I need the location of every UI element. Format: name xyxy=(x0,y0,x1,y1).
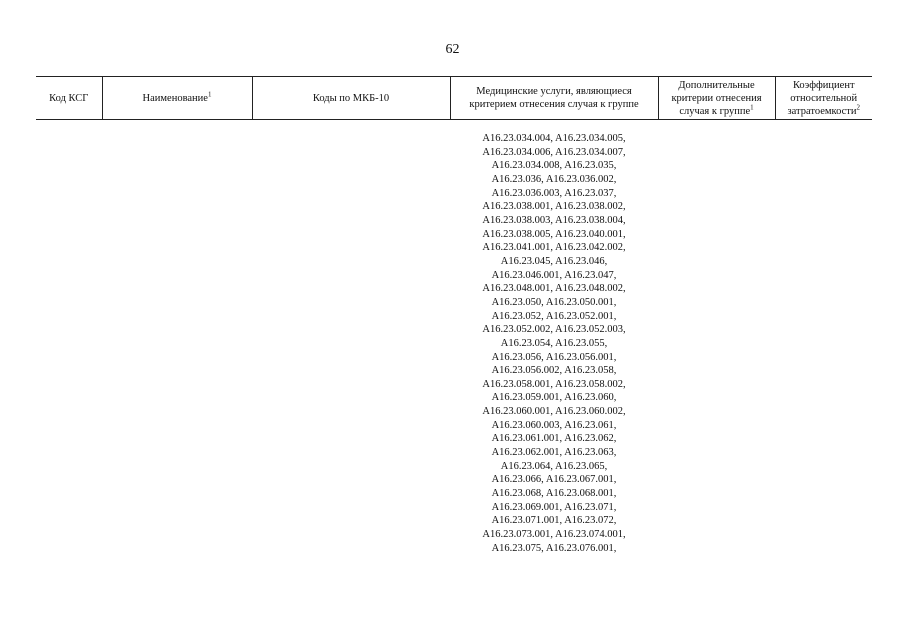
service-code-line: A16.23.045, A16.23.046, xyxy=(500,255,608,267)
service-code-line: A16.23.054, A16.23.055, xyxy=(500,337,608,349)
service-code-line: A16.23.071.001, A16.23.072, xyxy=(491,515,617,527)
service-code-line: A16.23.038.001, A16.23.038.002, xyxy=(482,201,626,213)
service-code-line: A16.23.048.001, A16.23.048.002, xyxy=(482,283,626,295)
header-medical-services: Медицинские услуги, являющиеся критерием отнесения случая к группе xyxy=(450,77,658,120)
service-code-line: A16.23.050, A16.23.050.001, xyxy=(491,296,617,308)
service-code-line: A16.23.068, A16.23.068.001, xyxy=(491,488,617,500)
services-code-list xyxy=(452,132,656,555)
service-code-line: A16.23.061.001, A16.23.062, xyxy=(491,433,617,445)
service-code-line: A16.23.069.001, A16.23.071, xyxy=(491,501,617,513)
cell-medical-services xyxy=(450,120,658,556)
cell-name xyxy=(102,120,252,556)
service-code-line: A16.23.052.002, A16.23.052.003, xyxy=(482,324,626,336)
header-name: Наименование$^1$ xyxy=(102,77,252,120)
service-code-line: A16.23.041.001, A16.23.042.002, xyxy=(482,242,626,254)
cell-extra-criteria xyxy=(658,120,775,556)
service-code-line: A16.23.056.002, A16.23.058, xyxy=(491,365,617,377)
service-code-line: A16.23.036.003, A16.23.037, xyxy=(491,187,617,199)
header-extra-criteria: Дополнительные критерии отнесения случая к группе$^1$ xyxy=(658,77,775,120)
cell-ksg-code xyxy=(36,120,102,556)
cell-mkb-codes xyxy=(252,120,450,556)
service-code-line: A16.23.059.001, A16.23.060, xyxy=(491,392,617,404)
ksg-table xyxy=(36,76,872,555)
service-code-line: A16.23.036, A16.23.036.002, xyxy=(491,173,617,185)
service-code-line: A16.23.034.004, A16.23.034.005, xyxy=(482,133,626,144)
service-code-line: A16.23.075, A16.23.076.001, xyxy=(491,542,617,554)
service-code-line: A16.23.060.003, A16.23.061, xyxy=(491,419,617,431)
service-code-line: A16.23.052, A16.23.052.001, xyxy=(491,310,617,322)
service-code-line: A16.23.062.001, A16.23.063, xyxy=(491,447,617,459)
service-code-line: A16.23.066, A16.23.067.001, xyxy=(491,474,617,486)
service-code-line: A16.23.058.001, A16.23.058.002, xyxy=(482,378,626,390)
ksg-table-container xyxy=(36,76,872,555)
service-code-line: A16.23.046.001, A16.23.047, xyxy=(491,269,617,281)
service-code-line: A16.23.060.001, A16.23.060.002, xyxy=(482,406,626,418)
page-number: 62 xyxy=(445,42,460,57)
header-mkb-codes: Коды по МКБ-10 xyxy=(252,77,450,120)
service-code-line: A16.23.064, A16.23.065, xyxy=(500,460,608,472)
service-code-line: A16.23.038.003, A16.23.038.004, xyxy=(482,214,626,226)
service-code-line: A16.23.034.006, A16.23.034.007, xyxy=(482,146,626,158)
service-code-line: A16.23.073.001, A16.23.074.001, xyxy=(482,529,626,541)
table-header-row xyxy=(36,77,872,120)
header-ksg-code: Код КСГ xyxy=(36,77,102,120)
service-code-line: A16.23.034.008, A16.23.035, xyxy=(491,160,617,172)
header-cost-coefficient: Коэффициент относительной затратоемкости$^2$ xyxy=(775,77,872,120)
table-row xyxy=(36,120,872,556)
cell-cost-coefficient xyxy=(775,120,872,556)
service-code-line: A16.23.056, A16.23.056.001, xyxy=(491,351,617,363)
service-code-line: A16.23.038.005, A16.23.040.001, xyxy=(482,228,626,240)
